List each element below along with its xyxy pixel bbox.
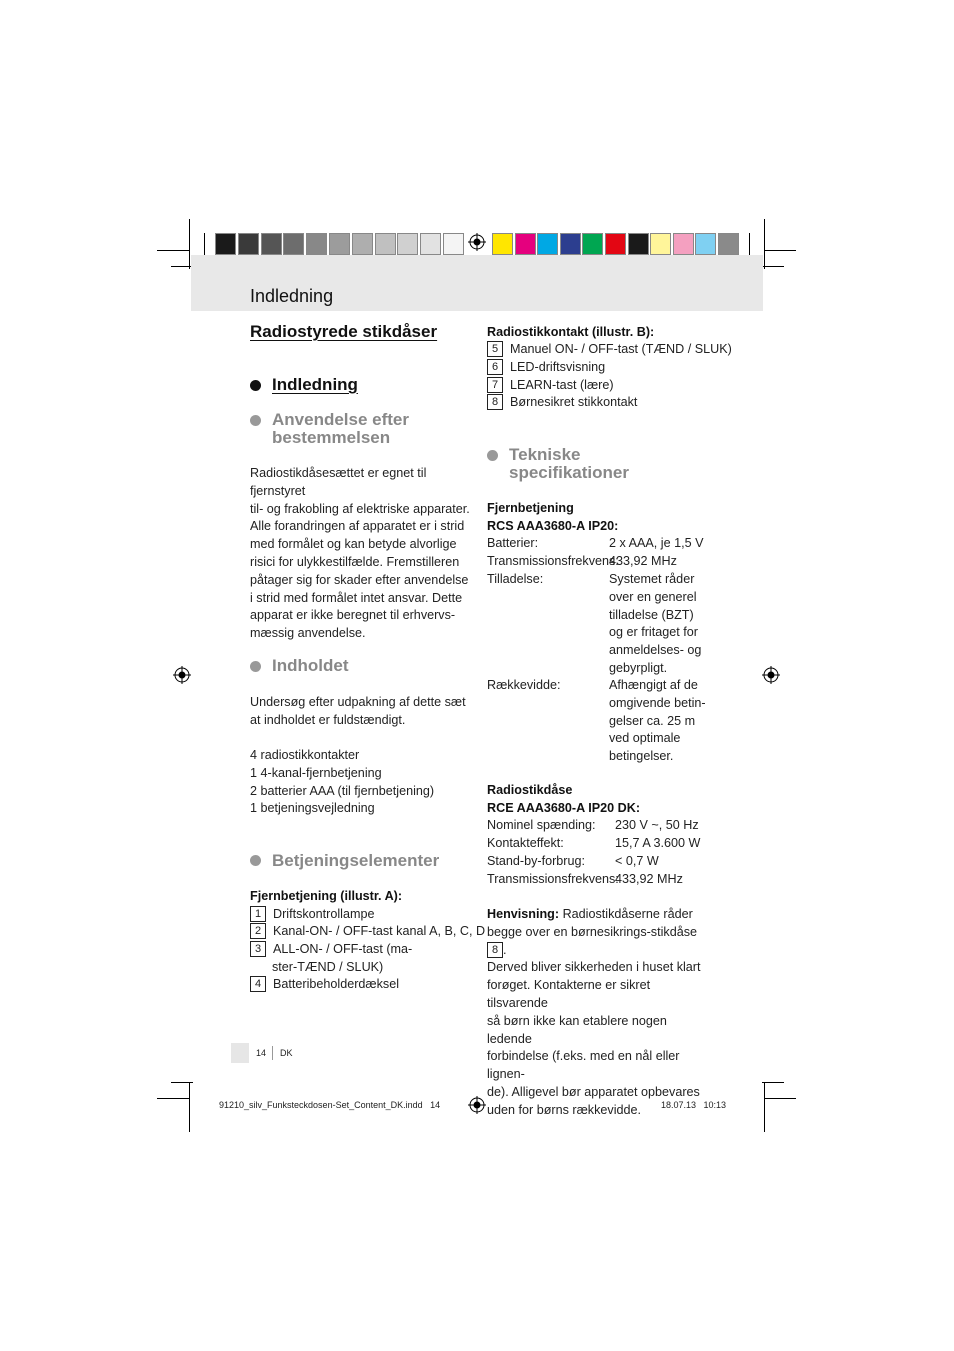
color-swatch: [695, 233, 716, 255]
crop-mark: [171, 266, 193, 267]
crop-mark: [764, 219, 765, 269]
crop-mark: [764, 1098, 796, 1099]
color-swatch: [261, 233, 282, 255]
bullet-icon: [250, 415, 261, 426]
registration-target-icon: [173, 666, 191, 684]
contents-list: [250, 747, 475, 818]
spec-row-standby: Stand-by-forbrug: < 0,7 W: [487, 854, 659, 868]
color-swatch: [605, 233, 626, 255]
list-item: 2 batterier AAA (til fjernbetjening): [250, 783, 435, 798]
crop-mark: [762, 1082, 784, 1083]
spec-row-approval: Tilladelse: Systemet råder over en generel tilladelse (BZT) og er fritaget for anmeldelses- og gebyrpligt.: [487, 572, 702, 675]
remote-spec-title: Fjernbetjening RCS AAA3680-A IP20:: [487, 501, 619, 533]
footer-divider: [272, 1046, 273, 1060]
list-item: 4 radiostikkontakter: [250, 748, 360, 762]
crop-mark: [764, 1082, 765, 1132]
color-swatch: [352, 233, 373, 255]
use-paragraph: Radiostikdåsesættet er egnet til fjernstyret til- og frakobling af elektriske apparater. Alle forandringen af apparatet er i strid med formålet og kan betyde alvorlige risici for ulykkestilfælde. Fremstilleren påtager sig for skader efter anvendelse i strid med formålet intet ansvar. Dette apparat er ikke beregnet til erhvervs- mæssig anvendelse.: [250, 466, 470, 641]
list-item: 1 Driftskontrollampe: [250, 906, 374, 924]
color-swatch: [492, 233, 513, 255]
color-swatch: [443, 233, 464, 255]
page-header-title: Indledning: [250, 286, 334, 306]
spec-row-frequency: Transmissionsfrekvens: 433,92 MHz: [487, 554, 677, 568]
color-swatch: [283, 233, 304, 255]
list-item: 5 Manuel ON- / OFF-tast (TÆND / SLUK): [487, 341, 732, 359]
color-swatch: [397, 233, 418, 255]
registration-target-icon: [468, 1096, 486, 1114]
list-item: 6 LED-driftsvisning: [487, 359, 605, 377]
color-swatch: [537, 233, 558, 255]
section-heading-controls: Betjeningselementer: [272, 851, 440, 870]
main-title: Radiostyrede stikdåser: [250, 322, 438, 341]
page-number-box: [231, 1043, 249, 1063]
bullet-icon: [487, 450, 498, 461]
color-swatch: [306, 233, 327, 255]
section-heading-tech: Tekniske specifikationer: [509, 445, 629, 482]
date-time: 18.07.13 10:13: [661, 1100, 727, 1110]
bullet-icon: [250, 661, 261, 672]
registration-target-icon: [762, 666, 780, 684]
color-swatch: [650, 233, 671, 255]
crop-mark: [189, 219, 190, 269]
list-item: 1 4-kanal-fjernbetjening: [250, 765, 382, 780]
spec-row-range: Rækkevidde: Afhængigt af de omgivende betin- gelser ca. 25 m ved optimale betingelser.: [487, 678, 706, 764]
spec-row-voltage: Nominel spænding: 230 V ~, 50 Hz: [487, 818, 699, 832]
spec-row-power: Kontakteffekt: 15,7 A 3.600 W: [487, 836, 701, 850]
crop-mark: [157, 250, 189, 251]
crop-mark: [762, 266, 784, 267]
list-item: 7 LEARN-tast (lære): [487, 377, 614, 395]
list-item: 2 Kanal-ON- / OFF-tast kanal A, B, C, D: [250, 923, 485, 941]
color-swatch: [420, 233, 441, 255]
color-swatch: [375, 233, 396, 255]
section-heading-intro: Indledning: [272, 375, 358, 394]
contents-paragraph: Undersøg efter udpakning af dette sæt at indholdet er fuldstændigt.: [250, 695, 466, 727]
list-item: 1 betjeningsvejledning: [250, 801, 375, 816]
crop-mark: [764, 250, 796, 251]
remote-illustration-title: Fjernbetjening (illustr. A):: [250, 889, 403, 903]
list-item: 4 Batteribeholderdæksel: [250, 976, 399, 994]
socket-spec-title: Radiostikdåse RCE AAA3680-A IP20 DK:: [487, 783, 641, 815]
bullet-icon: [250, 380, 261, 391]
socket-illustration-title: Radiostikkontakt (illustr. B):: [487, 325, 655, 339]
color-swatch: [238, 233, 259, 255]
page-number: 14: [256, 1048, 267, 1058]
crop-mark: [171, 1082, 193, 1083]
crop-mark: [157, 1098, 189, 1099]
color-swatch: [582, 233, 603, 255]
color-swatch: [329, 233, 350, 255]
color-swatch: [628, 233, 649, 255]
color-swatch: [560, 233, 581, 255]
file-name: 91210_silv_Funksteckdosen-Set_Content_DK.indd 14: [219, 1100, 441, 1110]
spec-row-batteries: Batterier: 2 x AAA, je 1,5 V: [487, 536, 704, 550]
color-swatch: [215, 233, 236, 255]
color-swatch: [673, 233, 694, 255]
color-swatch: [718, 233, 739, 255]
color-swatch: [515, 233, 536, 255]
list-item: 8 Børnesikret stikkontakt: [487, 394, 637, 412]
language-code: DK: [280, 1048, 293, 1058]
spec-row-socket-frequency: Transmissionsfrekvens: 433,92 MHz: [487, 872, 683, 886]
section-heading-contents: Indholdet: [272, 656, 349, 675]
registration-target-icon: [468, 233, 486, 251]
section-heading-use: Anvendelse efter bestemmelsen: [272, 410, 409, 447]
bullet-icon: [250, 855, 261, 866]
list-item-continuation: ster-TÆND / SLUK): [272, 960, 384, 974]
note-paragraph: Henvisning: Radiostikdåserne råder begge over en børnesikrings-stikdåse 8 . Derved bliver sikkerheden i huset klart forøget. Kontakterne er sikret tilsvarende så børn ikke kan etablere nogen ledende forbindelse (f.eks. med en nål eller lignen- de). Alligevel bør apparatet opbevares uden for børns rækkevidde.: [487, 907, 701, 1117]
crop-mark: [189, 1082, 190, 1132]
list-item: 3 ALL-ON- / OFF-tast (ma-: [250, 941, 412, 959]
note-label: Henvisning:: [487, 907, 560, 921]
